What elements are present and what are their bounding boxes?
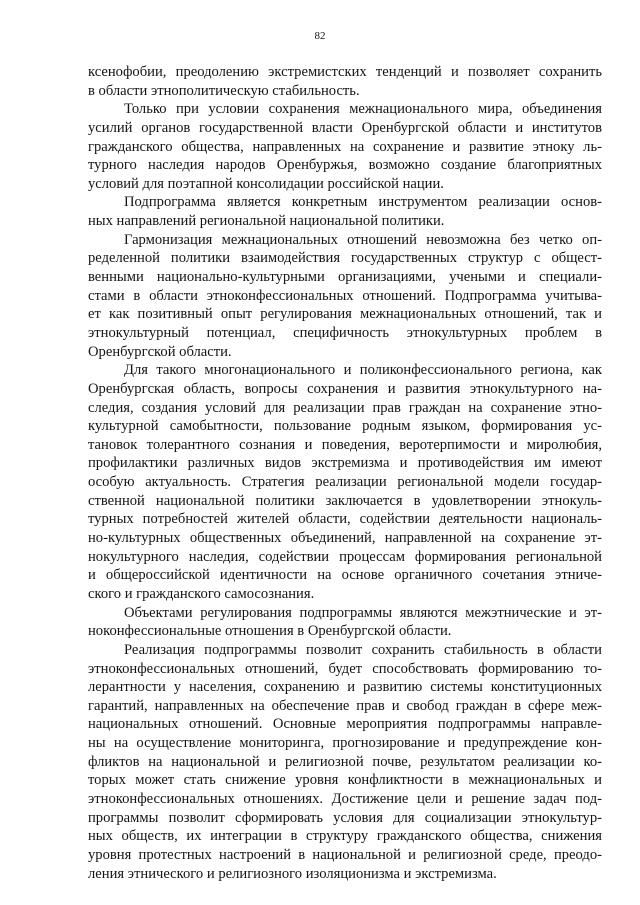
text-line: программы позволит сформировать условия для социализации этнокультур- [88,809,602,826]
text-line: ны на осуществление мониторинга, прогнозирование и предупреждение кон- [88,735,602,752]
text-line: фликтов на национальной и религиозной почве, результатом реализации ко- [88,753,602,770]
paragraph [88,63,602,100]
text-line: венными национально-культурными организациями, учеными и специали- [88,269,602,286]
text-line: гарантий, направленных на обеспечение прав и свобод граждан в сфере меж- [88,697,602,714]
text-line: ксенофобии, преодолению экстремистских тенденций и позволяет сохранить [88,64,602,80]
text-line: ноконфессиональные отношения в Оренбургской области. [88,623,452,640]
text-line: турных потребностей жителей области, содействии деятельности националь- [88,511,602,528]
text-line: ственной национальной политики заключается в удовлетворении этнокуль- [88,492,602,509]
text-line: особую актуальность. Стратегия реализации региональной модели государ- [88,474,602,491]
text-line: ных обществ, их интеграции в структуру гражданского общества, снижения [88,828,602,845]
text-line: ления этнического и религиозного изоляционизма и экстремизма. [88,865,497,882]
text-line: следия, создания условий для реализации прав граждан на сохранение этно- [88,399,602,416]
text-line: стами в области этноконфессиональных отношений. Подпрограмма учитыва- [88,287,602,304]
text-line: турного наследия народов Оренбуржья, возможно создание благоприятных [88,157,602,174]
text-line: Оренбургская область, вопросы сохранения и развития этнокультурного на- [88,380,602,397]
text-line: лерантности у населения, сохранению и развитию системы конституционных [88,679,602,696]
text-line: тановок толерантного сознания и поведения, веротерпимости и миролюбия, [88,436,602,453]
text-line: этноконфессиональных отношений, будет способствовать формированию то- [88,660,602,677]
text-line: национальных отношений. Основные мероприятия подпрограммы направле- [88,716,602,733]
text-line: Только при условии сохранения межнационального мира, объединения [124,101,602,118]
text-line: торых может стать снижение уровня конфликтности в межнациональных и [88,772,602,789]
text-line: уровня протестных настроений в национальной и религиозной среде, преодо- [88,846,602,863]
text-line: ет как позитивный опыт регулирования межнациональных отношений, так и [88,306,602,323]
text-line: Гармонизация межнациональных отношений невозможна без четко оп- [124,231,602,248]
paragraph [88,641,602,883]
text-line: этноконфессиональных отношениях. Достижение цели и решение задач под- [88,790,602,807]
text-line: профилактики различных видов экстремизма и противодействия им имеют [88,455,602,472]
text-line: но-культурных общественных объединений, направленной на сохранение эт- [88,530,602,547]
text-line: Подпрограмма является конкретным инструментом реализации основ- [124,194,602,211]
text-line: Для такого многонационального и поликонфессионального региона, как [124,362,602,379]
text-line: гражданского общества, направленных на сохранение и развитие этноку ль- [88,138,602,155]
text-line: ского и гражданского самосознания. [88,585,315,602]
text-line: Оренбургской области. [88,343,232,360]
text-line: этнокультурный потенциал, специфичность этнокультурных проблем в [88,324,602,341]
paragraph [88,604,602,641]
text-line: культурной самобытности, пользование родным языком, формирования ус- [88,418,602,435]
text-line: Объектами регулирования подпрограммы являются межэтнические и эт- [124,604,602,621]
body-text [88,63,602,883]
paragraph [88,231,602,361]
text-line: ных направлений региональной национальной политики. [88,213,445,230]
paragraph [88,361,602,603]
text-line: условий для поэтапной консолидации российской нации. [88,175,444,192]
page-number: 82 [314,30,326,42]
text-line: ределенной политики взаимодействия государственных структур с общест- [88,250,602,267]
paragraph [88,100,602,193]
paragraph [88,193,602,230]
text-line: нокультурного наследия, содействии процессам формирования региональной [88,548,602,565]
text-line: в области этнополитическую стабильность. [88,82,360,99]
text-line: и общероссийской идентичности на основе органичного сочетания этниче- [88,567,602,584]
text-line: усилий органов государственной власти Оренбургской области и институтов [88,119,602,136]
text-line: Реализация подпрограммы позволит сохранить стабильность в области [124,641,602,658]
